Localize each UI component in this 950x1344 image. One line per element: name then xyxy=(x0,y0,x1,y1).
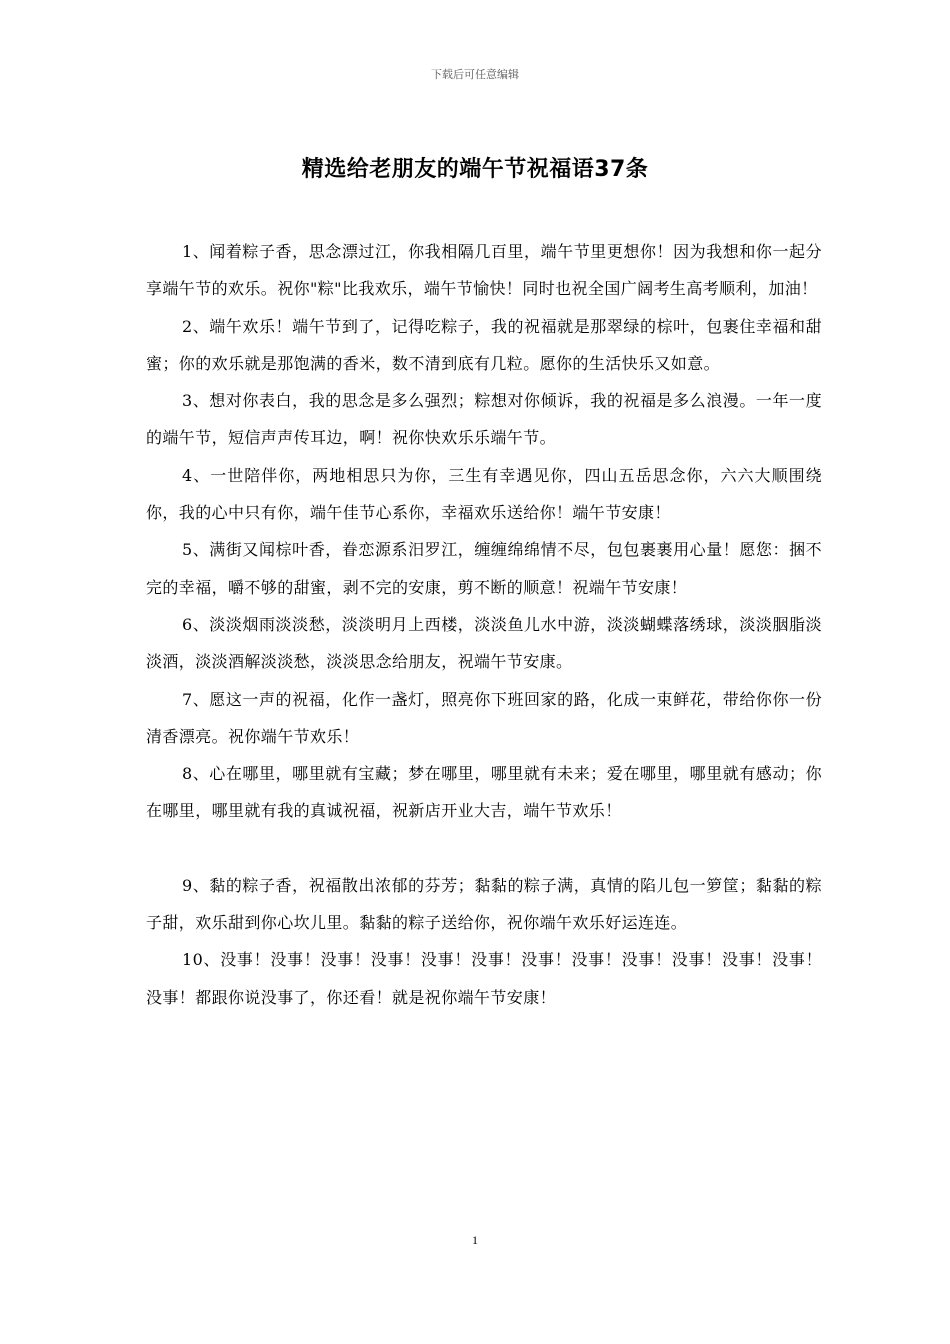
paragraph-6: 6、淡淡烟雨淡淡愁，淡淡明月上西楼，淡淡鱼儿水中游，淡淡蝴蝶落绣球，淡淡胭脂淡淡酒，淡淡酒解淡淡愁，淡淡思念给朋友，祝端午节安康。 xyxy=(146,614,822,672)
paragraph-3: 3、想对你表白，我的思念是多么强烈；粽想对你倾诉，我的祝福是多么浪漫。一年一度的端午节，短信声声传耳边，啊！祝你快欢乐乐端午节。 xyxy=(146,391,822,448)
document-title: 精选给老朋友的端午节祝福语37条 xyxy=(301,157,649,182)
paragraph-7: 7、愿这一声的祝福，化作一盏灯，照亮你下班回家的路，化成一束鲜花，带给你你一份清香漂亮。祝你端午节欢乐！ xyxy=(146,689,822,746)
document-body xyxy=(146,233,822,1016)
header-note: 下载后可任意编辑 xyxy=(431,68,519,81)
paragraph-9: 9、黏的粽子香，祝福散出浓郁的芬芳；黏黏的粽子满，真情的陷儿包一箩筐；黏黏的粽子甜，欢乐甜到你心坎儿里。黏黏的粽子送给你，祝你端午欢乐好运连连。 xyxy=(146,875,822,933)
paragraph-8: 8、心在哪里，哪里就有宝藏；梦在哪里，哪里就有未来；爱在哪里，哪里就有感动；你在哪里，哪里就有我的真诚祝福，祝新店开业大吉，端午节欢乐！ xyxy=(146,764,822,821)
paragraph-2: 2、端午欢乐！端午节到了，记得吃粽子，我的祝福就是那翠绿的棕叶，包裹住幸福和甜蜜；你的欢乐就是那饱满的香米，数不清到底有几粒。愿你的生活快乐又如意。 xyxy=(146,316,822,373)
paragraph-4: 4、一世陪伴你，两地相思只为你，三生有幸遇见你，四山五岳思念你，六六大顺围绕你，我的心中只有你，端午佳节心系你，幸福欢乐送给你！端午节安康！ xyxy=(146,465,822,523)
paragraph-5: 5、满街又闻棕叶香，眷恋源系汨罗江，缠缠绵绵情不尽，包包裹裹用心量！愿您：捆不完的幸福，嚼不够的甜蜜，剥不完的安康，剪不断的顺意！祝端午节安康！ xyxy=(146,540,822,597)
paragraph-10: 10、没事！没事！没事！没事！没事！没事！没事！没事！没事！没事！没事！没事！没事！都跟你说没事了，你还看！就是祝你端午节安康！ xyxy=(146,950,822,1007)
page-number: 1 xyxy=(472,1233,478,1247)
paragraph-1: 1、闻着粽子香，思念漂过江，你我相隔几百里，端午节里更想你！因为我想和你一起分享端午节的欢乐。祝你"粽"比我欢乐，端午节愉快！同时也祝全国广阔考生高考顺利，加油！ xyxy=(146,242,822,299)
